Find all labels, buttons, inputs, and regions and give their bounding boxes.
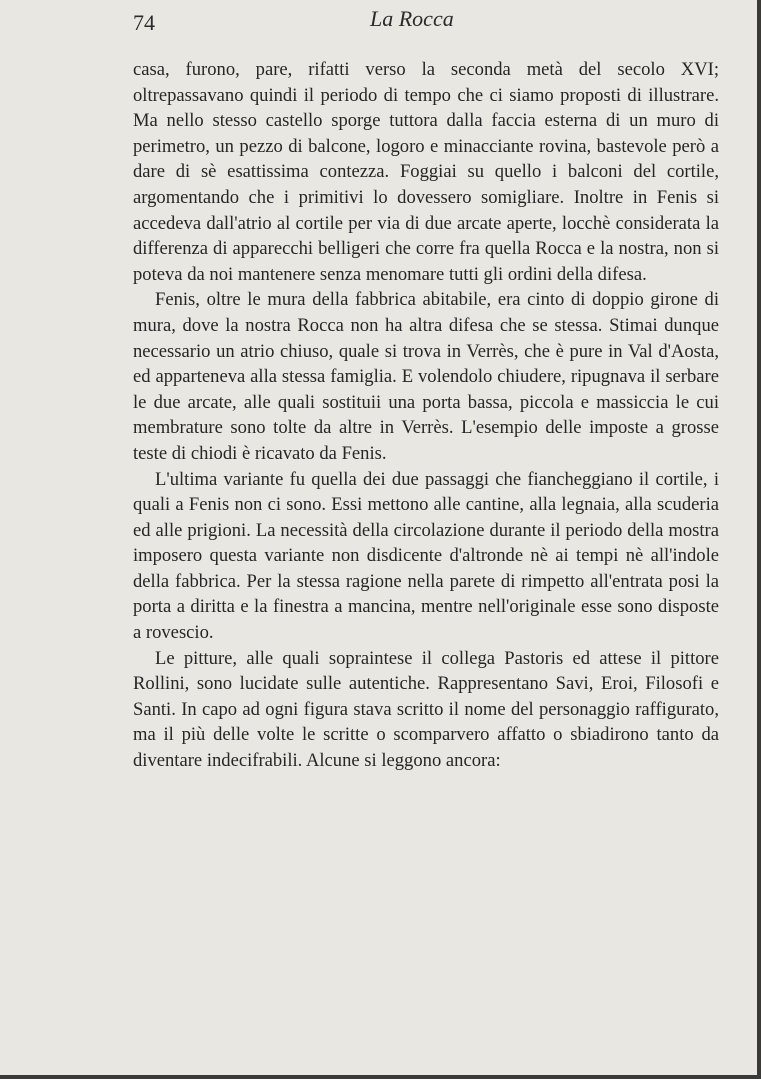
page-number: 74	[133, 10, 155, 35]
paragraph-1: casa, furono, pare, rifatti verso la seconda metà del secolo XVI; oltrepassavano quindi il periodo di tempo che ci siamo proposti di illustrare. Ma nello stesso castello sporge tuttora dalla faccia esterna di un muro di perimetro, un pezzo di balcone, logoro e minacciante rovina, bastevole però a dare di sè esattissima contezza. Foggiai su quello i balconi del cortile, argomentando che i primitivi lo dovessero somigliare. Inoltre in Fenis si accedeva dall'atrio al cortile per via di due arcate aperte, locchè considerata la differenza di apparecchi belligeri che corre fra quella Rocca e la nostra, non si poteva da noi mantenere senza menomare tutti gli ordini della difesa.	[133, 59, 719, 285]
paragraph-3: L'ultima variante fu quella dei due passaggi che fiancheggiano il cortile, i quali a Fenis non ci sono. Essi mettono alle cantine, alla legnaia, alla scuderia ed alle prigioni. La necessità della circolazione durante il periodo della mostra imposero questa variante non disdicente d'altronde nè ai tempi nè all'indole della fabbrica. Per la stessa ragione nella parete di rimpetto all'entrata posi la porta a diritta e la finestra a mancina, mentre nell'originale esse sono disposte a rovescio.	[133, 468, 719, 644]
running-title: La Rocca	[370, 6, 454, 31]
paragraph-2: Fenis, oltre le mura della fabbrica abitabile, era cinto di doppio girone di mura, dove la nostra Rocca non ha altra difesa che se stessa. Stimai dunque necessario un atrio chiuso, quale si trova in Verrès, che è pure in Val d'Aosta, ed apparteneva alla stessa famiglia. E volendolo chiudere, ripugnava il serbare le due arcate, alle quali sostituii una porta bassa, piccola e massiccia le cui membrature sono tolte da altre in Verrès. L'esempio delle imposte a grosse teste di chiodi è ricavato da Fenis.	[133, 289, 719, 464]
page-header	[0, 4, 757, 40]
paragraph-4: Le pitture, alle quali sopraintese il collega Pastoris ed attese il pittore Rollini, sono lucidate sulle autentiche. Rappresentano Savi, Eroi, Filosofi e Santi. In capo ad ogni figura stava scritto il nome del personaggio raffigurato, ma il più delle volte le scritte o scomparvero affatto o sbiadirono tanto da diventare indecifrabili. Alcune si leggono ancora:	[133, 647, 719, 772]
text-body	[133, 57, 719, 774]
